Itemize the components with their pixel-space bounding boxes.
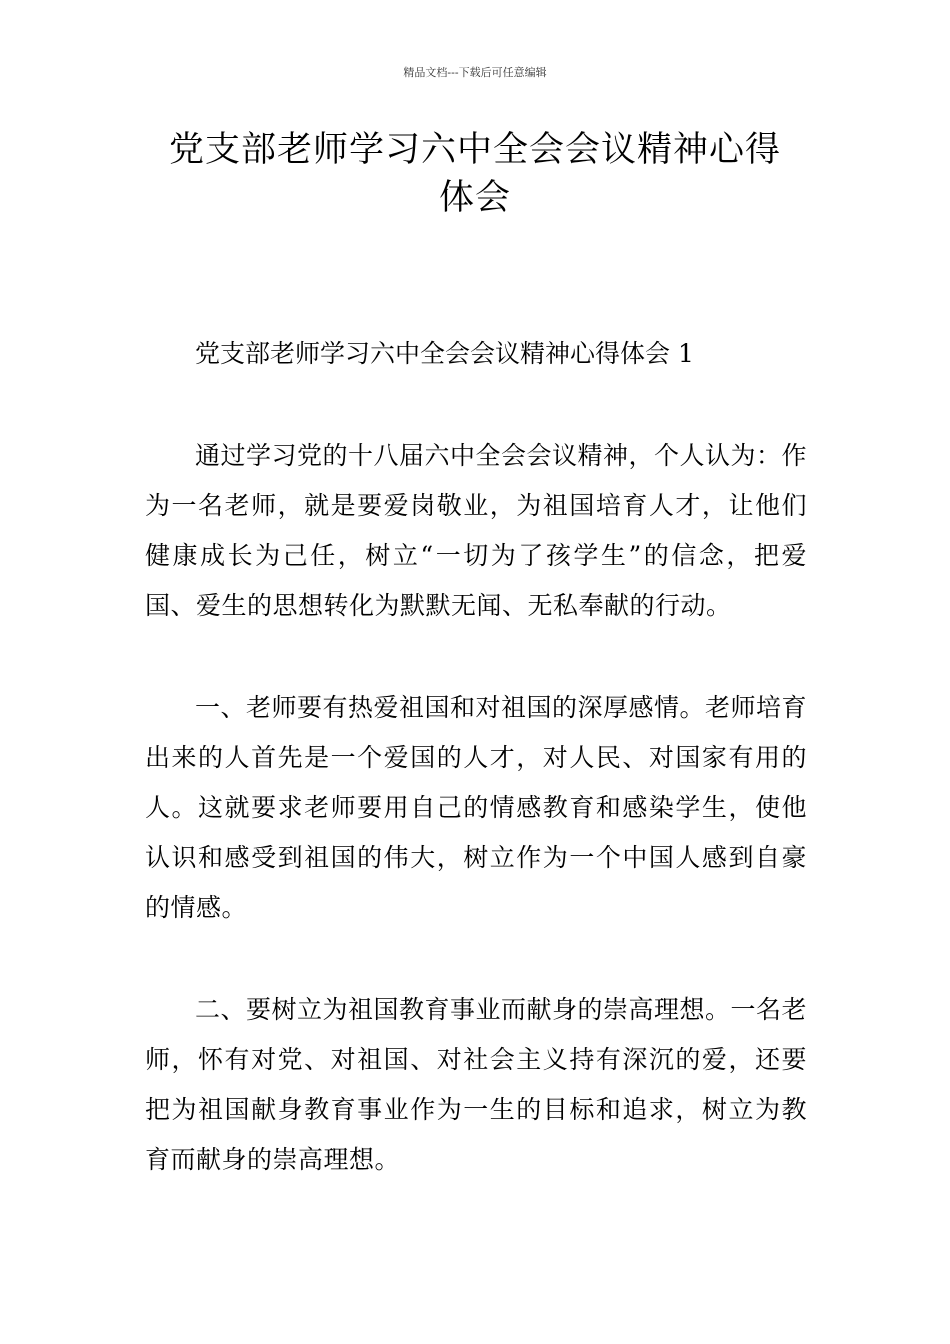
document-title [120, 126, 830, 222]
paragraph-intro: 通过学习党的十八届六中全会会议精神，个人认为：作为一名老师，就是要爱岗敬业，为祖国培育人才，让他们健康成长为己任，树立“一切为了孩学生”的信念，把爱国、爱生的思想转化为默默无闻、无私奉献的行动。 [145, 441, 808, 620]
section-subheading: 党支部老师学习六中全会会议精神心得体会 1 [195, 339, 694, 368]
paragraph-point-1: 一、老师要有热爱祖国和对祖国的深厚感情。老师培育出来的人首先是一个爱国的人才，对人民、对国家有用的人。这就要求老师要用自己的情感教育和感染学生，使他认识和感受到祖国的伟大，树立作为一个中国人感到自豪的情感。 [145, 693, 808, 922]
header-note: 精品文档---下载后可任意编辑 [403, 66, 547, 79]
paragraph-point-2: 二、要树立为祖国教育事业而献身的崇高理想。一名老师，怀有对党、对祖国、对社会主义持有深沉的爱，还要把为祖国献身教育事业作为一生的目标和追求，树立为教育而献身的崇高理想。 [145, 995, 808, 1174]
document-title-line-1: 党支部老师学习六中全会会议精神心得 [168, 130, 781, 170]
document-body [145, 329, 807, 1237]
document-title-line-2: 体会 [438, 178, 511, 218]
